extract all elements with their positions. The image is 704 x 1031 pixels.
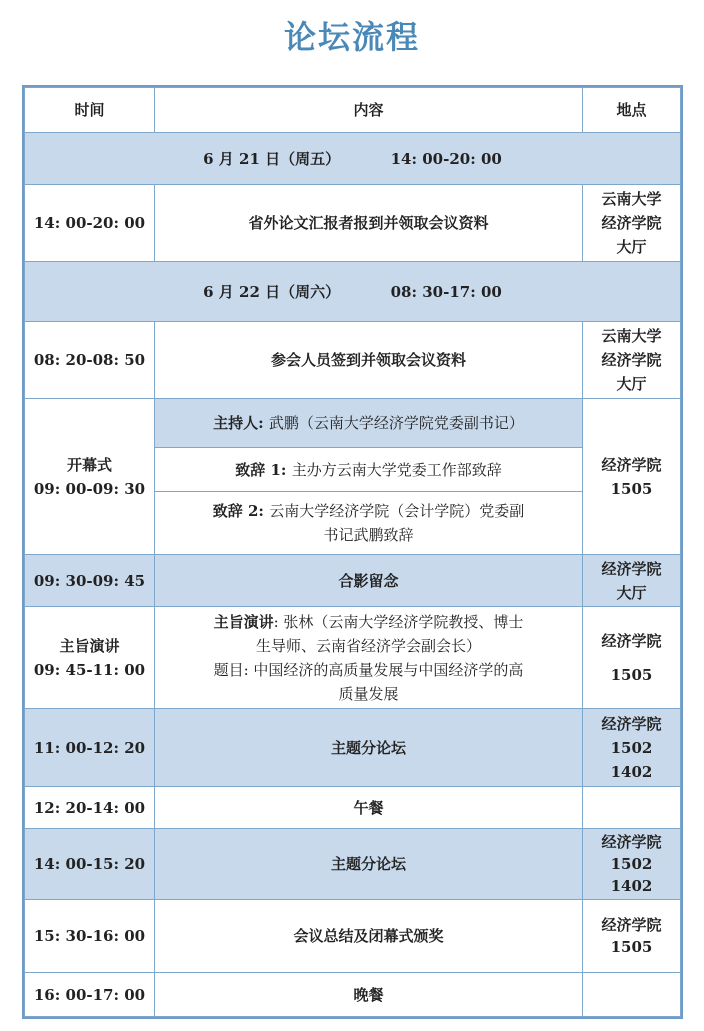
row-content: 合影留念 <box>155 555 583 607</box>
speaker-text: : 张林（云南大学经济学院教授、博士 <box>273 612 524 631</box>
opening-time-text: 09: 00-09: 30 <box>33 479 146 498</box>
header-place: 地点 <box>583 88 681 133</box>
row-time: 12: 20-14: 00 <box>25 787 155 829</box>
place-line: 大厅 <box>616 238 647 256</box>
speech2-text: 云南大学经济学院（会计学院）党委副 <box>269 502 525 520</box>
day1-time: 14: 00-20: 00 <box>390 149 502 168</box>
schedule-row <box>25 555 681 607</box>
row-place <box>583 185 681 262</box>
keynote-time-text: 09: 45-11: 00 <box>33 660 146 679</box>
schedule-row <box>25 973 681 1017</box>
place-line: 云南大学 <box>601 327 662 345</box>
opening-row <box>25 399 681 448</box>
schedule-table <box>24 87 681 1017</box>
row-content: 会议总结及闭幕式颁奖 <box>155 900 583 973</box>
place-line: 经济学院 <box>601 631 662 650</box>
opening-speech2 <box>155 492 583 555</box>
day1-heading <box>25 133 681 185</box>
row-time: 08: 20-08: 50 <box>25 322 155 399</box>
row-time: 16: 00-17: 00 <box>25 973 155 1017</box>
keynote-row <box>25 607 681 709</box>
host-text: 武鹏（云南大学经济学院党委副书记） <box>268 414 524 432</box>
row-content: 主题分论坛 <box>155 709 583 787</box>
speaker-text-cont: 生导师、云南省经济学会副会长） <box>255 636 481 655</box>
row-time: 14: 00-20: 00 <box>25 185 155 262</box>
opening-host <box>155 399 583 448</box>
day2-date: 6 月 22 日（周六） <box>203 282 341 301</box>
row-time: 11: 00-12: 20 <box>25 709 155 787</box>
page-title: 论坛流程 <box>283 18 420 56</box>
header-row <box>25 88 681 133</box>
day1-date: 6 月 21 日（周五） <box>203 149 341 168</box>
host-label: 主持人: <box>213 414 264 432</box>
opening-label: 开幕式 <box>66 455 112 474</box>
place-line: 1505 <box>610 479 653 498</box>
opening-place <box>583 399 681 555</box>
place-line: 经济学院 <box>601 214 662 232</box>
place-line: 1402 <box>610 877 653 895</box>
keynote-place <box>583 607 681 709</box>
row-time: 09: 30-09: 45 <box>25 555 155 607</box>
speech1-label: 致辞 1: <box>235 460 287 479</box>
row-time: 15: 30-16: 00 <box>25 900 155 973</box>
topic-text: 题目: 中国经济的高质量发展与中国经济学的高 <box>213 660 524 679</box>
day2-band <box>25 262 681 322</box>
day1-band <box>25 133 681 185</box>
schedule-row <box>25 900 681 973</box>
row-time: 14: 00-15: 20 <box>25 829 155 900</box>
row-place <box>583 973 681 1017</box>
row-place <box>583 900 681 973</box>
place-line: 经济学院 <box>601 833 662 851</box>
schedule-row <box>25 709 681 787</box>
keynote-content <box>155 607 583 709</box>
place-line: 经济学院 <box>601 455 662 474</box>
row-content: 午餐 <box>155 787 583 829</box>
place-line: 1505 <box>610 938 653 956</box>
row-place <box>583 709 681 787</box>
place-line: 大厅 <box>616 375 647 393</box>
place-line: 1402 <box>610 762 653 781</box>
row-place <box>583 787 681 829</box>
keynote-time <box>25 607 155 709</box>
row-content: 省外论文汇报者报到并领取会议资料 <box>155 185 583 262</box>
speech2-text-cont: 书记武鹏致辞 <box>323 526 414 544</box>
row-place <box>583 555 681 607</box>
place-line: 经济学院 <box>601 714 662 733</box>
opening-time <box>25 399 155 555</box>
row-content: 晚餐 <box>155 973 583 1017</box>
header-content: 内容 <box>155 88 583 133</box>
place-line: 大厅 <box>616 583 647 602</box>
place-line: 云南大学 <box>601 190 662 208</box>
speaker-label: 主旨演讲 <box>213 612 274 631</box>
place-line: 经济学院 <box>601 559 662 578</box>
place-line: 1502 <box>610 738 653 757</box>
opening-speech1 <box>155 448 583 492</box>
place-line: 1505 <box>610 665 653 684</box>
speech1-text: 主办方云南大学党委工作部致辞 <box>291 460 502 479</box>
keynote-label: 主旨演讲 <box>59 636 120 655</box>
schedule-row <box>25 322 681 399</box>
row-content: 主题分论坛 <box>155 829 583 900</box>
schedule-row <box>25 787 681 829</box>
place-line: 1502 <box>610 855 653 873</box>
row-content: 参会人员签到并领取会议资料 <box>155 322 583 399</box>
place-line: 经济学院 <box>601 351 662 369</box>
header-time: 时间 <box>25 88 155 133</box>
row-place <box>583 322 681 399</box>
topic-text-cont: 质量发展 <box>338 684 399 703</box>
speech2-label: 致辞 2: <box>212 502 264 520</box>
day2-time: 08: 30-17: 00 <box>390 282 502 301</box>
schedule-row <box>25 185 681 262</box>
row-place <box>583 829 681 900</box>
day2-heading <box>25 262 681 322</box>
schedule-row <box>25 829 681 900</box>
place-line: 经济学院 <box>601 916 662 934</box>
